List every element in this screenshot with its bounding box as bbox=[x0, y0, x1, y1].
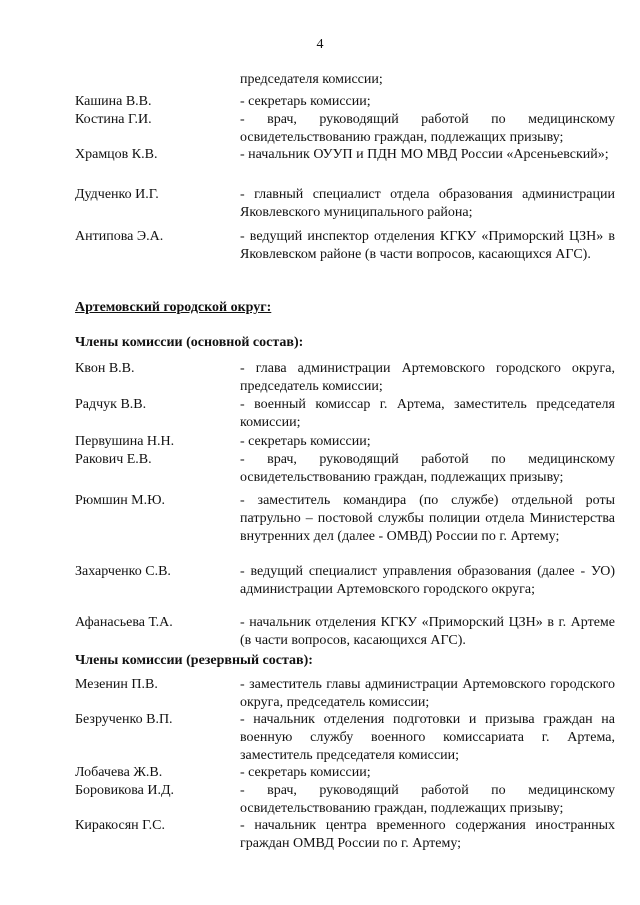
member-name: Мезенин П.В. bbox=[75, 677, 158, 692]
member-role: - ведущий инспектор отделения КГКУ «Приморский ЦЗН» в Яковлевском районе (в части вопросов, касающихся АГС). bbox=[240, 229, 615, 262]
member-name: Костина Г.И. bbox=[75, 112, 152, 127]
member-role: - врач, руководящий работой по медицинскому освидетельствованию граждан, подлежащих призыву; bbox=[240, 112, 615, 145]
member-role: - врач, руководящий работой по медицинскому освидетельствованию граждан, подлежащих призыву; bbox=[240, 783, 615, 816]
member-name: Кашина В.В. bbox=[75, 94, 152, 109]
member-role: - военный комиссар г. Артема, заместитель председателя комиссии; bbox=[240, 397, 615, 430]
member-name: Ракович Е.В. bbox=[75, 452, 152, 467]
member-name: Дудченко И.Г. bbox=[75, 187, 159, 202]
member-name: Киракосян Г.С. bbox=[75, 818, 165, 833]
member-role: - секретарь комиссии; bbox=[240, 94, 371, 109]
reserve-members-heading: Члены комиссии (резервный состав): bbox=[75, 653, 313, 668]
member-name: Храмцов К.В. bbox=[75, 147, 158, 162]
member-role: - начальник центра временного содержания иностранных граждан ОМВД России по г. Артему; bbox=[240, 818, 615, 851]
continuation-text: председателя комиссии; bbox=[240, 72, 383, 87]
member-role: - секретарь комиссии; bbox=[240, 765, 371, 780]
member-name: Захарченко С.В. bbox=[75, 564, 171, 579]
member-name: Афанасьева Т.А. bbox=[75, 615, 173, 630]
member-name: Первушина Н.Н. bbox=[75, 434, 175, 449]
member-role: - секретарь комиссии; bbox=[240, 434, 371, 449]
member-role: - ведущий специалист управления образования (далее - УО) администрации Артемовского городского округа; bbox=[240, 564, 615, 597]
member-name: Радчук В.В. bbox=[75, 397, 147, 412]
member-role: - главный специалист отдела образования администрации Яковлевского муниципального района; bbox=[240, 187, 615, 220]
member-name: Антипова Э.А. bbox=[75, 229, 164, 244]
member-role: - глава администрации Артемовского городского округа, председатель комиссии; bbox=[240, 361, 615, 394]
member-name: Рюмшин М.Ю. bbox=[75, 493, 166, 508]
member-name: Боровикова И.Д. bbox=[75, 783, 175, 798]
member-name: Лобачева Ж.В. bbox=[75, 765, 163, 780]
member-role: - заместитель главы администрации Артемовского городского округа, председатель комиссии; bbox=[240, 677, 615, 710]
member-role: - начальник отделения КГКУ «Приморский ЦЗН» в г. Артеме (в части вопросов, касающихся АГС). bbox=[240, 615, 615, 648]
main-members-heading: Члены комиссии (основной состав): bbox=[75, 335, 304, 350]
district-heading: Артемовский городской округ: bbox=[75, 300, 272, 315]
member-role: - начальник отделения подготовки и призыва граждан на военную службу военного комиссариата г. Артема, заместитель председателя комиссии; bbox=[240, 712, 615, 763]
member-role: - заместитель командира (по службе) отдельной роты патрульно – постовой службы полиции отдела Министерства внутренних дел (далее - ОМВД) России по г. Артему; bbox=[240, 493, 615, 544]
member-role: - начальник ОУУП и ПДН МО МВД России «Арсеньевский»; bbox=[240, 147, 609, 162]
member-name: Квон В.В. bbox=[75, 361, 135, 376]
member-name: Безрученко В.П. bbox=[75, 712, 173, 727]
page-number: 4 bbox=[316, 37, 324, 52]
member-role: - врач, руководящий работой по медицинскому освидетельствованию граждан, подлежащих призыву; bbox=[240, 452, 615, 485]
